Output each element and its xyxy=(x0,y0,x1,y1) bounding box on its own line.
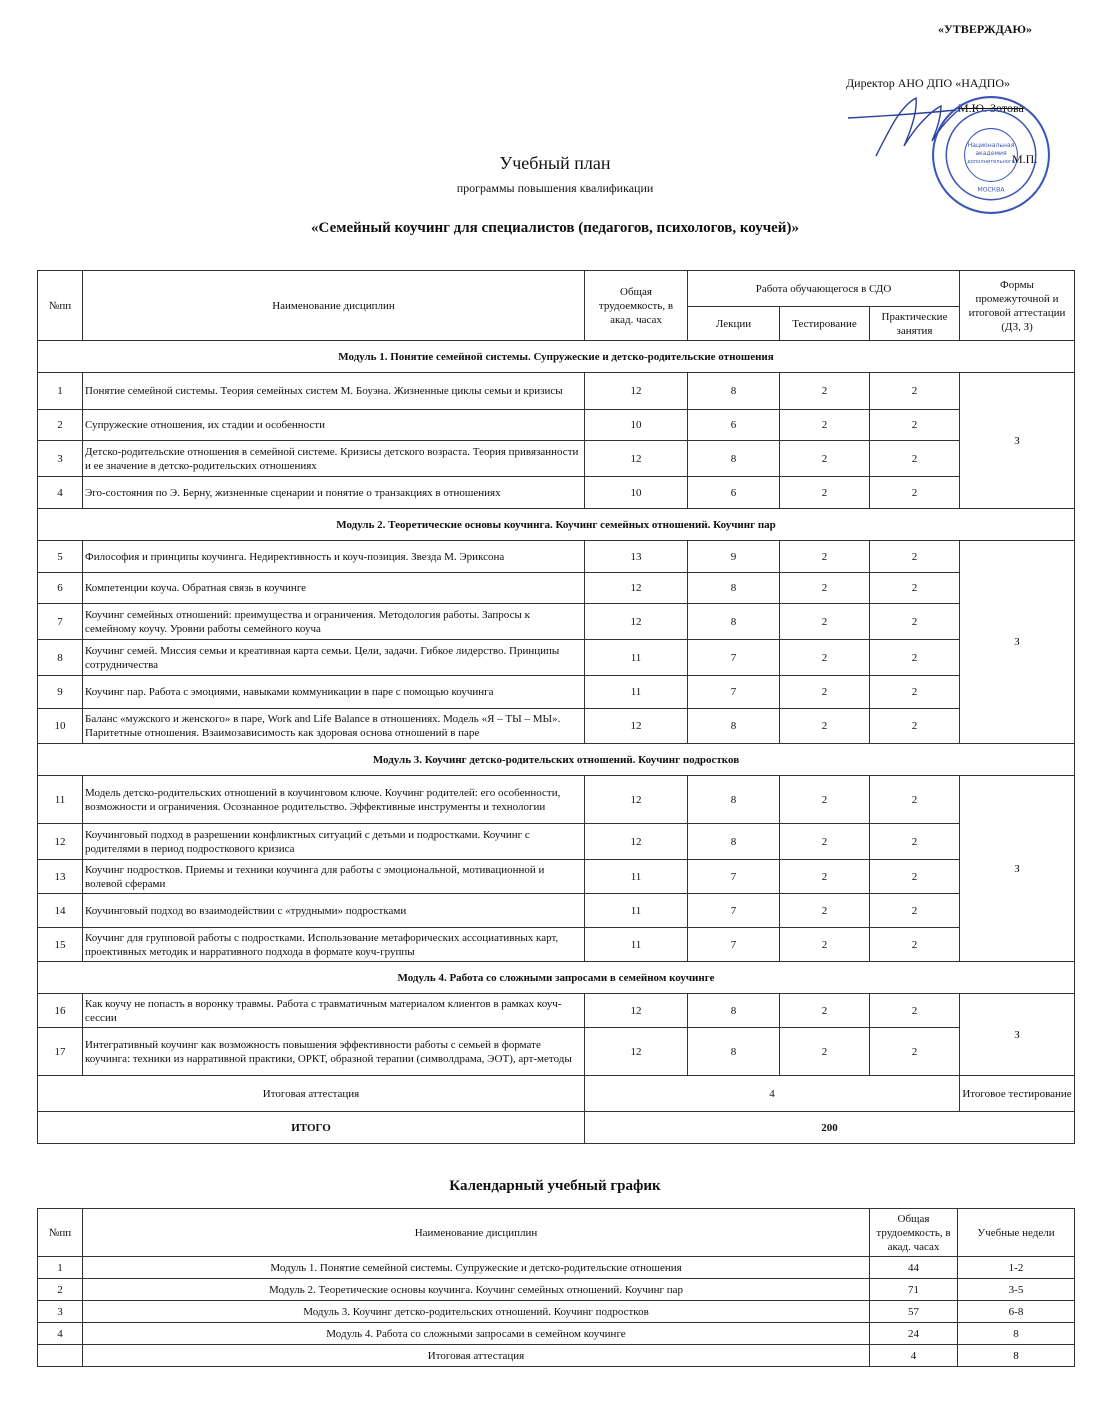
practice-hours: 2 xyxy=(870,1028,960,1076)
total-hours: 44 xyxy=(870,1257,958,1279)
lecture-hours: 7 xyxy=(688,928,780,962)
testing-hours: 2 xyxy=(780,994,870,1028)
testing-hours: 2 xyxy=(780,894,870,928)
module-name: Модуль 2. Теоретические основы коучинга. Коучинг семейных отношений. Коучинг пар xyxy=(83,1279,870,1301)
table-row xyxy=(38,1301,1075,1323)
attestation-form: З xyxy=(960,776,1075,962)
testing-hours: 2 xyxy=(780,676,870,709)
total-hours: 11 xyxy=(585,928,688,962)
table-row xyxy=(38,709,1075,744)
table-row xyxy=(38,994,1075,1028)
discipline-name: Коучинговый подход во взаимодействии с «трудными» подростками xyxy=(83,894,585,928)
row-number: 3 xyxy=(38,441,83,477)
module-name: Модуль 1. Понятие семейной системы. Супружеские и детско-родительские отношения xyxy=(83,1257,870,1279)
total-hours: 10 xyxy=(585,410,688,441)
row-number: 11 xyxy=(38,776,83,824)
total-hours: 71 xyxy=(870,1279,958,1301)
attestation-form: З xyxy=(960,373,1075,509)
lecture-hours: 7 xyxy=(688,860,780,894)
table-row xyxy=(38,676,1075,709)
total-hours: 12 xyxy=(585,441,688,477)
practice-hours: 2 xyxy=(870,573,960,604)
lecture-hours: 6 xyxy=(688,410,780,441)
discipline-name: Понятие семейной системы. Теория семейных систем М. Боуэна. Жизненные циклы семьи и кризисы xyxy=(83,373,585,410)
total-hours: 12 xyxy=(585,373,688,410)
row-number: 14 xyxy=(38,894,83,928)
lecture-hours: 8 xyxy=(688,709,780,744)
lecture-hours: 8 xyxy=(688,776,780,824)
attestation-form: З xyxy=(960,541,1075,744)
cal-col-total-header: Общая трудоемкость, в акад. часах xyxy=(870,1209,958,1257)
table-row xyxy=(38,477,1075,509)
table-row xyxy=(38,824,1075,860)
lecture-hours: 8 xyxy=(688,604,780,640)
discipline-name: Детско-родительские отношения в семейной системе. Кризисы детского возраста. Теория привязанности и ее значение в детско-родительских отношениях xyxy=(83,441,585,477)
row-number: 7 xyxy=(38,604,83,640)
row-number: 15 xyxy=(38,928,83,962)
total-row xyxy=(38,1112,1075,1144)
col-name-header: Наименование дисциплин xyxy=(83,271,585,341)
total-hours-value: 200 xyxy=(585,1112,1075,1144)
practice-hours: 2 xyxy=(870,894,960,928)
row-number: 4 xyxy=(38,477,83,509)
col-forms-header: Формы промежуточной и итоговой аттестации (ДЗ, З) xyxy=(960,271,1075,341)
page-title: Учебный план xyxy=(499,153,611,173)
lecture-hours: 6 xyxy=(688,477,780,509)
module-title: Модуль 2. Теоретические основы коучинга. Коучинг семейных отношений. Коучинг пар xyxy=(38,509,1075,541)
practice-hours: 2 xyxy=(870,410,960,441)
row-number: 12 xyxy=(38,824,83,860)
module-header-row xyxy=(38,744,1075,776)
curriculum-table xyxy=(37,270,1075,1144)
final-attestation-form: Итоговое тестирование xyxy=(960,1076,1075,1112)
table-row xyxy=(38,1279,1075,1301)
table-row xyxy=(38,441,1075,477)
module-header-row xyxy=(38,509,1075,541)
testing-hours: 2 xyxy=(780,604,870,640)
total-hours: 11 xyxy=(585,860,688,894)
cal-col-name-header: Наименование дисциплин xyxy=(83,1209,870,1257)
svg-text:академия: академия xyxy=(975,150,1007,157)
discipline-name: Коучинг семейных отношений: преимущества и ограничения. Методология работы. Запросы к семейному коучу. Уровни работы семейного коуча xyxy=(83,604,585,640)
discipline-name: Коучинг подростков. Приемы и техники коучинга для работы с эмоциональной, мотивационной и волевой сферами xyxy=(83,860,585,894)
discipline-name: Философия и принципы коучинга. Недирективность и коуч-позиция. Звезда М. Эриксона xyxy=(83,541,585,573)
total-hours: 11 xyxy=(585,676,688,709)
total-hours: 24 xyxy=(870,1323,958,1345)
table-row xyxy=(38,894,1075,928)
total-hours: 12 xyxy=(585,604,688,640)
testing-hours: 2 xyxy=(780,928,870,962)
col-num-header: №пп xyxy=(38,271,83,341)
total-hours: 11 xyxy=(585,894,688,928)
table-row xyxy=(38,1257,1075,1279)
study-weeks: 8 xyxy=(958,1323,1075,1345)
module-title: Модуль 1. Понятие семейной системы. Супружеские и детско-родительские отношения xyxy=(38,341,1075,373)
total-hours: 12 xyxy=(585,994,688,1028)
approval-stamp-text: «УТВЕРЖДАЮ» xyxy=(938,22,1033,36)
discipline-name: Баланс «мужского и женского» в паре, Work and Life Balance в отношениях. Модель «Я – ТЫ – МЫ». Паритетные отношения. Взаимозависимость как здоровая основа отношений в паре xyxy=(83,709,585,744)
total-hours: 12 xyxy=(585,776,688,824)
director-title: Директор АНО ДПО «НАДПО» xyxy=(846,76,1011,90)
practice-hours: 2 xyxy=(870,477,960,509)
lecture-hours: 9 xyxy=(688,541,780,573)
col-testing-header: Тестирование xyxy=(780,307,870,341)
table-row xyxy=(38,604,1075,640)
cal-col-num-header: №пп xyxy=(38,1209,83,1257)
total-hours: 12 xyxy=(585,824,688,860)
table-row xyxy=(38,541,1075,573)
row-number: 17 xyxy=(38,1028,83,1076)
study-weeks: 3-5 xyxy=(958,1279,1075,1301)
row-number: 1 xyxy=(38,1257,83,1279)
module-name: Итоговая аттестация xyxy=(83,1345,870,1367)
discipline-name: Как коучу не попасть в воронку травмы. Работа с травматичным материалом клиентов в рамках коуч-сессии xyxy=(83,994,585,1028)
discipline-name: Интегративный коучинг как возможность повышения эффективности работы с семьей в формате коучинга: техники из нарративной практики, ОРКТ, образной терапии (символдрама, ЭОТ), арт-методы xyxy=(83,1028,585,1076)
row-number: 2 xyxy=(38,410,83,441)
total-hours: 13 xyxy=(585,541,688,573)
lecture-hours: 7 xyxy=(688,676,780,709)
table-row xyxy=(38,860,1075,894)
lecture-hours: 8 xyxy=(688,824,780,860)
total-hours: 4 xyxy=(870,1345,958,1367)
row-number: 13 xyxy=(38,860,83,894)
table-row xyxy=(38,776,1075,824)
practice-hours: 2 xyxy=(870,541,960,573)
total-hours: 57 xyxy=(870,1301,958,1323)
row-number: 5 xyxy=(38,541,83,573)
practice-hours: 2 xyxy=(870,373,960,410)
module-title: Модуль 4. Работа со сложными запросами в семейном коучинге xyxy=(38,962,1075,994)
row-number: 10 xyxy=(38,709,83,744)
total-label: ИТОГО xyxy=(38,1112,585,1144)
testing-hours: 2 xyxy=(780,410,870,441)
lecture-hours: 8 xyxy=(688,994,780,1028)
final-attestation-label: Итоговая аттестация xyxy=(38,1076,585,1112)
module-name: Модуль 3. Коучинг детско-родительских отношений. Коучинг подростков xyxy=(83,1301,870,1323)
total-hours: 12 xyxy=(585,709,688,744)
table-row xyxy=(38,410,1075,441)
col-total-header: Общая трудоемкость, в акад. часах xyxy=(585,271,688,341)
table-row xyxy=(38,928,1075,962)
row-number: 9 xyxy=(38,676,83,709)
total-hours: 11 xyxy=(585,640,688,676)
testing-hours: 2 xyxy=(780,441,870,477)
program-title: «Семейный коучинг для специалистов (педагогов, психологов, коучей)» xyxy=(311,220,799,236)
testing-hours: 2 xyxy=(780,709,870,744)
module-title: Модуль 3. Коучинг детско-родительских отношений. Коучинг подростков xyxy=(38,744,1075,776)
row-number: 3 xyxy=(38,1301,83,1323)
discipline-name: Эго-состояния по Э. Берну, жизненные сценарии и понятие о транзакциях в отношениях xyxy=(83,477,585,509)
practice-hours: 2 xyxy=(870,441,960,477)
row-number: 8 xyxy=(38,640,83,676)
testing-hours: 2 xyxy=(780,573,870,604)
table-row xyxy=(38,640,1075,676)
testing-hours: 2 xyxy=(780,541,870,573)
lecture-hours: 8 xyxy=(688,373,780,410)
row-number: 2 xyxy=(38,1279,83,1301)
testing-hours: 2 xyxy=(780,640,870,676)
svg-text:дополнительного: дополнительного xyxy=(967,159,1015,166)
practice-hours: 2 xyxy=(870,776,960,824)
discipline-name: Коучинг для групповой работы с подростками. Использование метафорических ассоциативных карт, проективных методик и нарративного подхода в формате коуч-группы xyxy=(83,928,585,962)
testing-hours: 2 xyxy=(780,860,870,894)
module-header-row xyxy=(38,962,1075,994)
table-row xyxy=(38,1323,1075,1345)
practice-hours: 2 xyxy=(870,860,960,894)
row-number: 4 xyxy=(38,1323,83,1345)
practice-hours: 2 xyxy=(870,824,960,860)
testing-hours: 2 xyxy=(780,824,870,860)
module-name: Модуль 4. Работа со сложными запросами в семейном коучинге xyxy=(83,1323,870,1345)
row-number: 1 xyxy=(38,373,83,410)
study-weeks: 6-8 xyxy=(958,1301,1075,1323)
testing-hours: 2 xyxy=(780,1028,870,1076)
total-hours: 12 xyxy=(585,573,688,604)
discipline-name: Коучинг пар. Работа с эмоциями, навыками коммуникации в паре с помощью коучинга xyxy=(83,676,585,709)
col-work-header: Работа обучающегося в СДО xyxy=(688,271,960,307)
final-attestation-hours: 4 xyxy=(585,1076,960,1112)
study-weeks: 8 xyxy=(958,1345,1075,1367)
lecture-hours: 7 xyxy=(688,894,780,928)
table-row xyxy=(38,373,1075,410)
attestation-form: З xyxy=(960,994,1075,1076)
lecture-hours: 8 xyxy=(688,573,780,604)
calendar-title: Календарный учебный график xyxy=(449,1178,661,1194)
lecture-hours: 7 xyxy=(688,640,780,676)
total-hours: 12 xyxy=(585,1028,688,1076)
final-attestation-row xyxy=(38,1076,1075,1112)
total-hours: 10 xyxy=(585,477,688,509)
practice-hours: 2 xyxy=(870,604,960,640)
practice-hours: 2 xyxy=(870,928,960,962)
table-row xyxy=(38,1028,1075,1076)
col-lectures-header: Лекции xyxy=(688,307,780,341)
director-name: М.Ю. Зотова xyxy=(958,101,1024,115)
module-header-row xyxy=(38,341,1075,373)
col-practice-header: Практические занятия xyxy=(870,307,960,341)
study-weeks: 1-2 xyxy=(958,1257,1075,1279)
discipline-name: Коучинг семей. Миссия семьи и креативная карта семьи. Цели, задачи. Гибкое лидерство. Принципы сотрудничества xyxy=(83,640,585,676)
calendar-table xyxy=(37,1208,1075,1367)
practice-hours: 2 xyxy=(870,709,960,744)
testing-hours: 2 xyxy=(780,477,870,509)
lecture-hours: 8 xyxy=(688,441,780,477)
discipline-name: Компетенции коуча. Обратная связь в коучинге xyxy=(83,573,585,604)
testing-hours: 2 xyxy=(780,373,870,410)
testing-hours: 2 xyxy=(780,776,870,824)
practice-hours: 2 xyxy=(870,676,960,709)
cal-col-weeks-header: Учебные недели xyxy=(958,1209,1075,1257)
row-number: 6 xyxy=(38,573,83,604)
row-number: 16 xyxy=(38,994,83,1028)
discipline-name: Коучинговый подход в разрешении конфликтных ситуаций с детьми и подростками. Коучинг с родителями в период подросткового кризиса xyxy=(83,824,585,860)
lecture-hours: 8 xyxy=(688,1028,780,1076)
discipline-name: Модель детско-родительских отношений в коучинговом ключе. Коучинг родителей: его особенности, возможности и ограничения. Осознанное родительство. Эффективные инструменты и технологии xyxy=(83,776,585,824)
discipline-name: Супружеские отношения, их стадии и особенности xyxy=(83,410,585,441)
table-row xyxy=(38,573,1075,604)
svg-text:МОСКВА: МОСКВА xyxy=(977,186,1005,194)
row-number xyxy=(38,1345,83,1367)
svg-text:Национальная: Национальная xyxy=(967,141,1015,149)
mp-label: М.П. xyxy=(1012,152,1038,166)
page-subtitle: программы повышения квалификации xyxy=(456,181,654,195)
practice-hours: 2 xyxy=(870,640,960,676)
practice-hours: 2 xyxy=(870,994,960,1028)
table-row xyxy=(38,1345,1075,1367)
